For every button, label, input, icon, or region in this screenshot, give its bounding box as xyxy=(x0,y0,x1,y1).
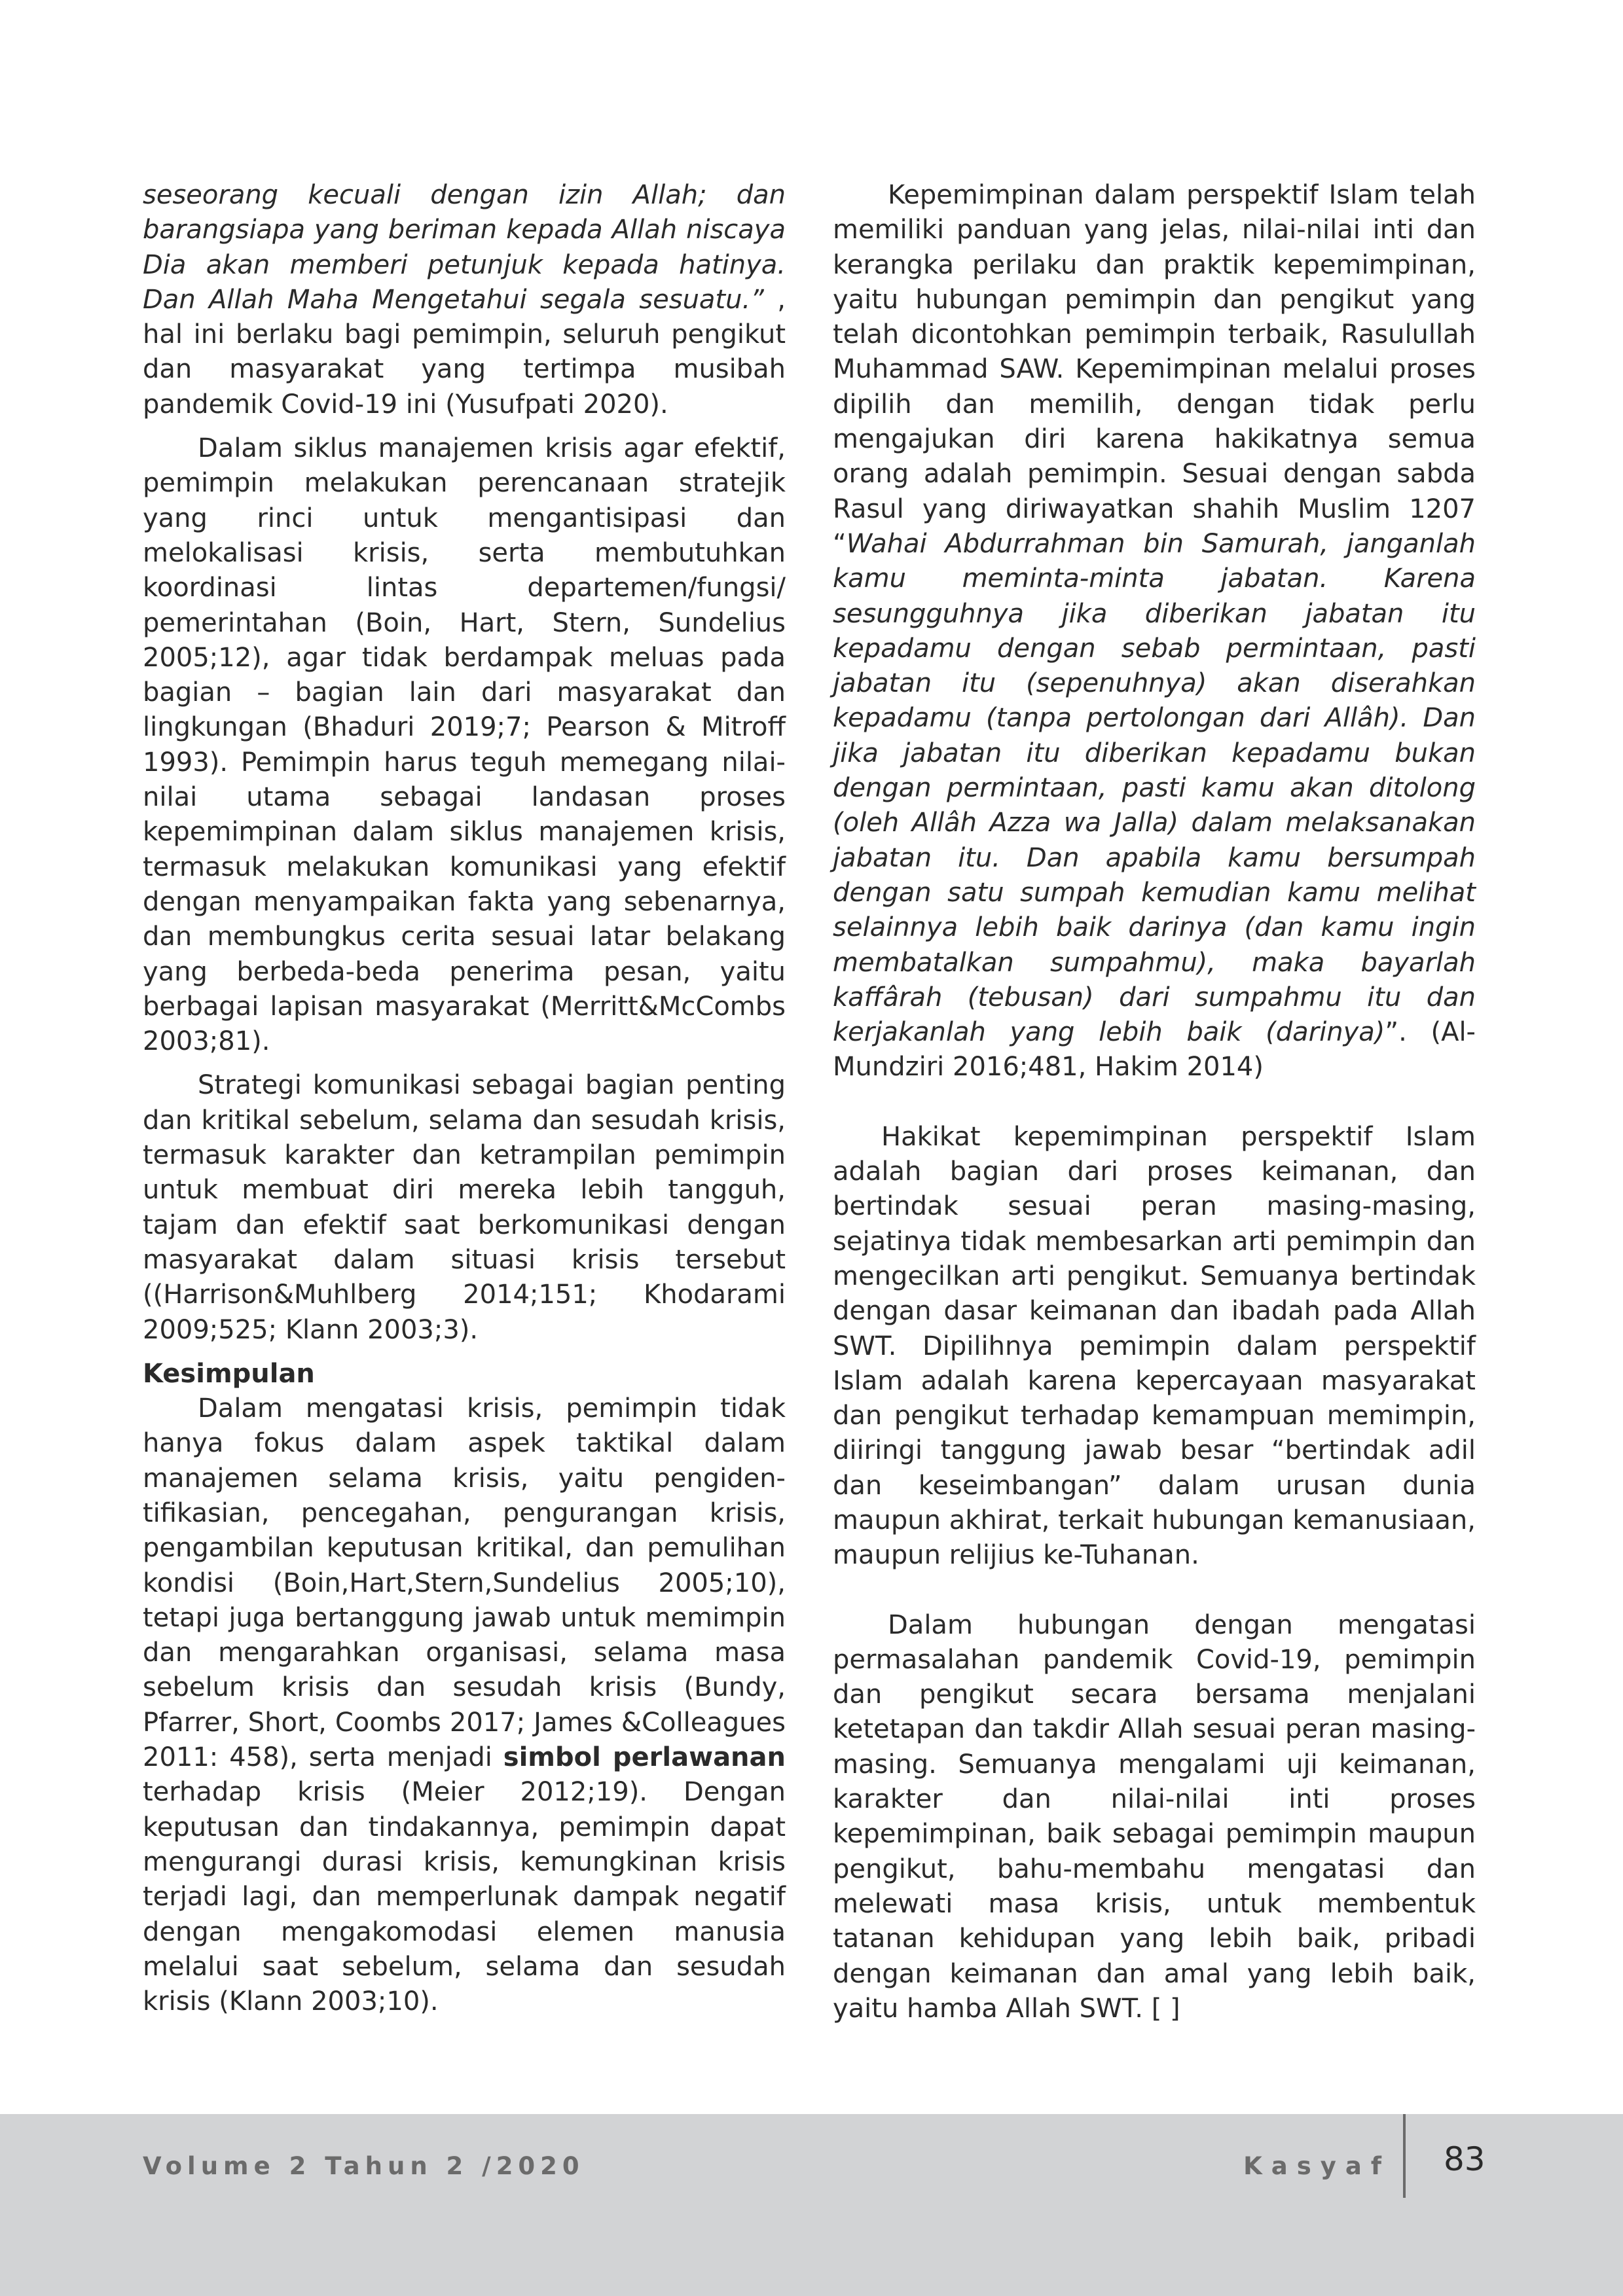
paragraph-conclusion xyxy=(143,1391,786,2019)
left-column xyxy=(143,178,786,2019)
paragraph-islamic-leadership xyxy=(833,178,1476,1085)
paragraph-quote-end xyxy=(143,178,786,422)
conclusion-text-a: Dalam mengatasi krisis, pemimpin tidak hanya fokus dalam aspek taktikal dalam manajemen selama krisis, yaitu pengiden-tifikasian, pencegahan, pengurangan krisis, pengambilan keputusan kritikal, dan pemulihan kondisi (Boin,Hart,Stern,Sundelius 2005;10), tetapi juga bertanggung jawab untuk memimpin dan mengarahkan organisasi, selama masa sebelum krisis dan sesudah krisis (Bundy, Pfarrer, Short, Coombs 2017; James &Colleagues 2011: 458), serta menjadi xyxy=(143,1393,786,1773)
footer-divider xyxy=(1403,2114,1406,2198)
quote-continuation: , hal ini berlaku bagi pemimpin, seluruh pengikut dan masyarakat yang tertimpa musibah pandemik Covid-19 ini (Yusufpati 2020). xyxy=(143,284,786,420)
section-heading-conclusion: Kesimpulan xyxy=(143,1358,315,1389)
paragraph-communication-strategy: Strategi komunikasi sebagai bagian penting dan kritikal sebelum, selama dan sesudah krisis, termasuk karakter dan ketrampilan pemimpin untuk membuat diri mereka lebih tangguh, tajam dan efektif saat berkomunikasi dengan masyarakat dalam situasi krisis tersebut ((Harrison&Muhlberg 2014;151; Khodarami 2009;525; Klann 2003;3). xyxy=(143,1070,786,1345)
footer-journal-name: Kasyaf xyxy=(1243,2152,1391,2180)
footer-volume: Volume 2 Tahun 2 /2020 xyxy=(143,2152,585,2180)
hadith-citation: ”. (Al-Mundziri 2016;481, Hakim 2014) xyxy=(833,1017,1476,1083)
right-column xyxy=(833,178,1476,2026)
page-footer xyxy=(0,2114,1623,2296)
page-number: 83 xyxy=(1444,2140,1486,2178)
conclusion-bold-phrase: simbol perlawanan xyxy=(503,1742,786,1773)
paragraph-leadership-essence: Hakikat kepemimpinan perspektif Islam adalah bagian dari proses keimanan, dan bertindak sesuai peran masing-masing, sejatinya tidak membesarkan arti pemimpin dan mengecilkan arti pengikut. Semuanya bertindak dengan dasar keimanan dan ibadah pada Allah SWT. Dipilihnya pemimpin dalam perspektif Islam adalah karena kepercayaan masyarakat dan pengikut terhadap kemampuan memimpin, diiringi tanggung jawab besar “bertindak adil dan keseimbangan” dalam urusan dunia maupun akhirat, terkait hubungan kemanusiaan, maupun relijius ke-Tuhanan. xyxy=(833,1121,1476,1571)
islamic-leadership-text-a: Kepemimpinan dalam perspektif Islam telah memiliki panduan yang jelas, nilai-nilai inti dan kerangka perilaku dan praktik kepemimpinan, yaitu hubungan pemimpin dan pengikut yang telah dicontohkan pemimpin terbaik, Rasulullah Muhammad SAW. Kepemimpinan melalui proses dipilih dan memilih, dengan tidak perlu mengajukan diri karena hakikatnya semua orang adalah pemimpin. Sesuai dengan sabda Rasul yang diriwayatkan shahih Muslim 1207 “ xyxy=(833,180,1476,559)
hadith-quote-italic: Wahai Abdurrahman bin Samurah, janganlah kamu meminta-minta jabatan. Karena sesungguhnya jika diberikan jabatan itu kepadamu dengan sebab permintaan, pasti jabatan itu (sepenuhnya) akan diserahkan kepadamu (tanpa pertolongan dari Allâh). Dan jika jabatan itu diberikan kepadamu bukan dengan permintaan, pasti kamu akan ditolong (oleh Allâh Azza wa Jalla) dalam melaksanakan jabatan itu. Dan apabila kamu bersumpah dengan satu sumpah kemudian kamu melihat selainnya lebih baik darinya (dan kamu ingin membatalkan sumpahmu), maka bayarlah kaffârah (tebusan) dari sumpahmu itu dan kerjakanlah yang lebih baik (darinya) xyxy=(833,528,1476,1048)
paragraph-pandemic: Dalam hubungan dengan mengatasi permasalahan pandemik Covid-19, pemimpin dan pengikut secara bersama menjalani ketetapan dan takdir Allah sesuai peran masing-masing. Semuanya mengalami uji keimanan, karakter dan nilai-nilai inti proses kepemimpinan, baik sebagai pemimpin maupun pengikut, bahu-membahu mengatasi dan melewati masa krisis, untuk membentuk tatanan kehidupan yang lebih baik, pribadi dengan keimanan dan amal yang lebih baik, yaitu hamba Allah SWT. [ ] xyxy=(833,1609,1476,2024)
paragraph-crisis-cycle: Dalam siklus manajemen krisis agar efektif, pemimpin melakukan perencanaan stratejik yang rinci untuk mengantisipasi dan melokalisasi krisis, serta membutuhkan koordinasi lintas departemen/fungsi/ pemerintahan (Boin, Hart, Stern, Sundelius 2005;12), agar tidak berdampak meluas pada bagian – bagian lain dari masyarakat dan lingkungan (Bhaduri 2019;7; Pearson & Mitroff 1993). Pemimpin harus teguh memegang nilai-nilai utama sebagai landasan proses kepemimpinan dalam siklus manajemen krisis, termasuk melakukan komunikasi yang efektif dengan menyampaikan fakta yang sebenarnya, dan membungkus cerita sesuai latar belakang yang berbeda-beda penerima pesan, yaitu berbagai lapisan masyarakat (Merritt&McCombs 2003;81). xyxy=(143,433,786,1057)
quote-italic: seseorang kecuali dengan izin Allah; dan barangsiapa yang beriman kepada Allah niscaya Dia akan memberi petunjuk kepada hatinya. Dan Allah Maha Mengetahui segala sesuatu.” xyxy=(143,180,786,315)
conclusion-text-b: terhadap krisis (Meier 2012;19). Dengan keputusan dan tindakannya, pemimpin dapat mengurangi durasi krisis, kemungkinan krisis terjadi lagi, dan memperlunak dampak negatif dengan mengakomodasi elemen manusia melalui saat sebelum, selama dan sesudah krisis (Klann 2003;10). xyxy=(143,1777,786,2017)
